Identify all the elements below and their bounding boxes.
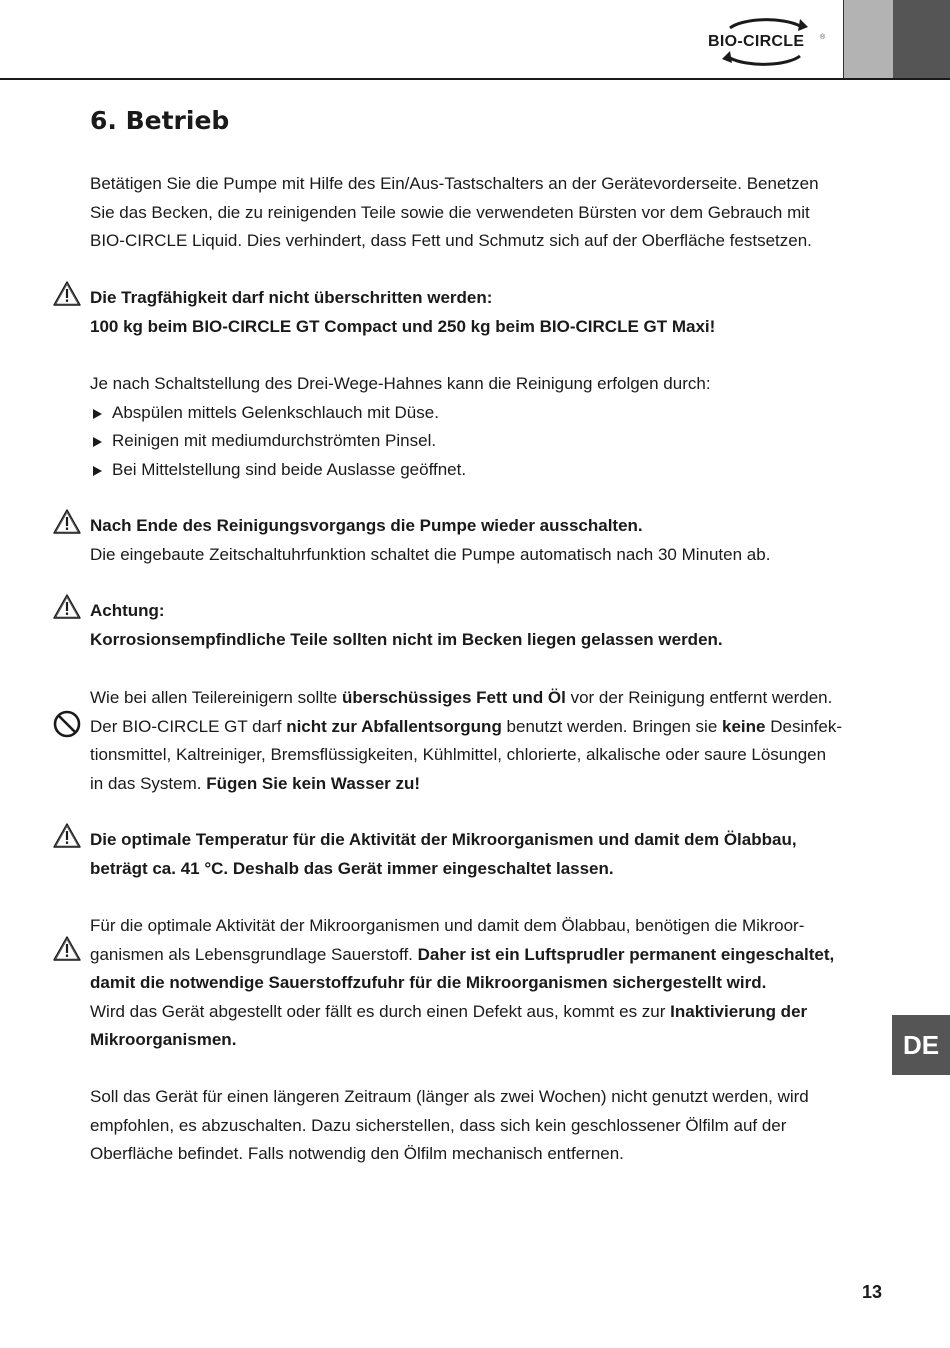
paragraph-line: ganismen als Lebensgrundlage Sauerstoff. Daher ist ein Luftsprudler permanent eingeschaltet, (90, 944, 835, 964)
intro-line: Sie das Becken, die zu reinigenden Teile sowie die verwendeten Bürsten vor dem Gebrauch mit (90, 202, 810, 222)
warning-line: beträgt ca. 41 °C. Deshalb das Gerät immer eingeschaltet lassen. (90, 858, 614, 878)
page-title: 6. Betrieb (90, 106, 230, 135)
header-tab-dark (893, 0, 950, 78)
language-tab-de: DE (892, 1015, 950, 1075)
intro-line: BIO-CIRCLE Liquid. Dies verhindert, dass Fett und Schmutz sich auf der Oberfläche festsetzen. (90, 231, 812, 250)
bullet-arrow-icon (93, 437, 102, 447)
warning-line: 100 kg beim BIO-CIRCLE GT Compact und 250 kg beim BIO-CIRCLE GT Maxi! (90, 316, 716, 336)
paragraph-line: Der BIO-CIRCLE GT darf nicht zur Abfallentsorgung benutzt werden. Bringen sie keine Desinfek- (90, 716, 843, 736)
paragraph-line: tionsmittel, Kaltreiniger, Bremsflüssigkeiten, Kühlmittel, chlorierte, alkalische oder saure Lösungen (90, 745, 827, 764)
bullet-arrow-icon (93, 466, 102, 476)
logo-registered-mark: ® (820, 34, 826, 41)
cleaning-options (90, 370, 880, 484)
page-number: 13 (862, 1282, 883, 1302)
warning-triangle-icon (52, 822, 82, 850)
warning-oxygen (90, 912, 880, 1055)
warning-line: Die eingebaute Zeitschaltuhrfunktion schaltet die Pumpe automatisch nach 30 Minuten ab. (90, 544, 771, 564)
logo-text: BIO-CIRCLE (708, 33, 805, 50)
paragraph-line: Mikroorganismen. (90, 1030, 237, 1049)
warning-line: Nach Ende des Reinigungsvorgangs die Pumpe wieder ausschalten. (90, 516, 643, 535)
header-tab-light (843, 0, 893, 78)
paragraph-line: Wie bei allen Teilereinigern sollte überschüssiges Fett und Öl vor der Reinigung entfernt werden. (90, 688, 833, 707)
intro-paragraph (90, 170, 880, 256)
warning-line: Achtung: (90, 601, 165, 620)
prohibition-paragraph (90, 684, 880, 798)
list-item: Reinigen mit mediumdurchströmten Pinsel. (90, 427, 880, 456)
warning-load-capacity (90, 284, 880, 341)
paragraph-line: empfohlen, es abzuschalten. Dazu sicherstellen, dass sich kein geschlossener Ölfilm auf der (90, 1115, 787, 1135)
bio-circle-logo (700, 14, 830, 70)
paragraph-line: Soll das Gerät für einen längeren Zeitraum (länger als zwei Wochen) nicht genutzt werden, wird (90, 1087, 809, 1106)
warning-line: Korrosionsempfindliche Teile sollten nicht im Becken liegen gelassen werden. (90, 629, 723, 649)
paragraph-line: Wird das Gerät abgestellt oder fällt es durch einen Defekt aus, kommt es zur Inaktivierung der (90, 1001, 808, 1021)
paragraph-line: damit die notwendige Sauerstoffzufuhr für die Mikroorganismen sichergestellt wird. (90, 973, 767, 992)
closing-paragraph (90, 1083, 880, 1169)
bullet-arrow-icon (93, 409, 102, 419)
warning-line: Die Tragfähigkeit darf nicht überschritten werden: (90, 288, 493, 307)
intro-line: Betätigen Sie die Pumpe mit Hilfe des Ein/Aus-Tastschalters an der Gerätevorderseite. Benetzen (90, 174, 819, 193)
header-rule (0, 78, 950, 80)
warning-triangle-icon (52, 935, 82, 963)
list-item: Bei Mittelstellung sind beide Auslasse geöffnet. (90, 456, 880, 485)
list-item: Abspülen mittels Gelenkschlauch mit Düse. (90, 399, 880, 428)
warning-corrosion (90, 597, 880, 654)
paragraph-line: Oberfläche befindet. Falls notwendig den Ölfilm mechanisch entfernen. (90, 1144, 624, 1163)
warning-triangle-icon (52, 280, 82, 308)
paragraph-line: in das System. Fügen Sie kein Wasser zu! (90, 773, 421, 793)
paragraph-line: Für die optimale Aktivität der Mikroorganismen und damit dem Ölabbau, benötigen die Mikroor- (90, 916, 805, 935)
warning-line: Die optimale Temperatur für die Aktivität der Mikroorganismen und damit dem Ölabbau, (90, 830, 797, 849)
warning-temperature (90, 826, 880, 883)
cleaning-intro: Je nach Schaltstellung des Drei-Wege-Hahnes kann die Reinigung erfolgen durch: (90, 374, 711, 393)
prohibition-icon (52, 710, 82, 738)
warning-pump-off (90, 512, 880, 569)
warning-triangle-icon (52, 593, 82, 621)
warning-triangle-icon (52, 508, 82, 536)
